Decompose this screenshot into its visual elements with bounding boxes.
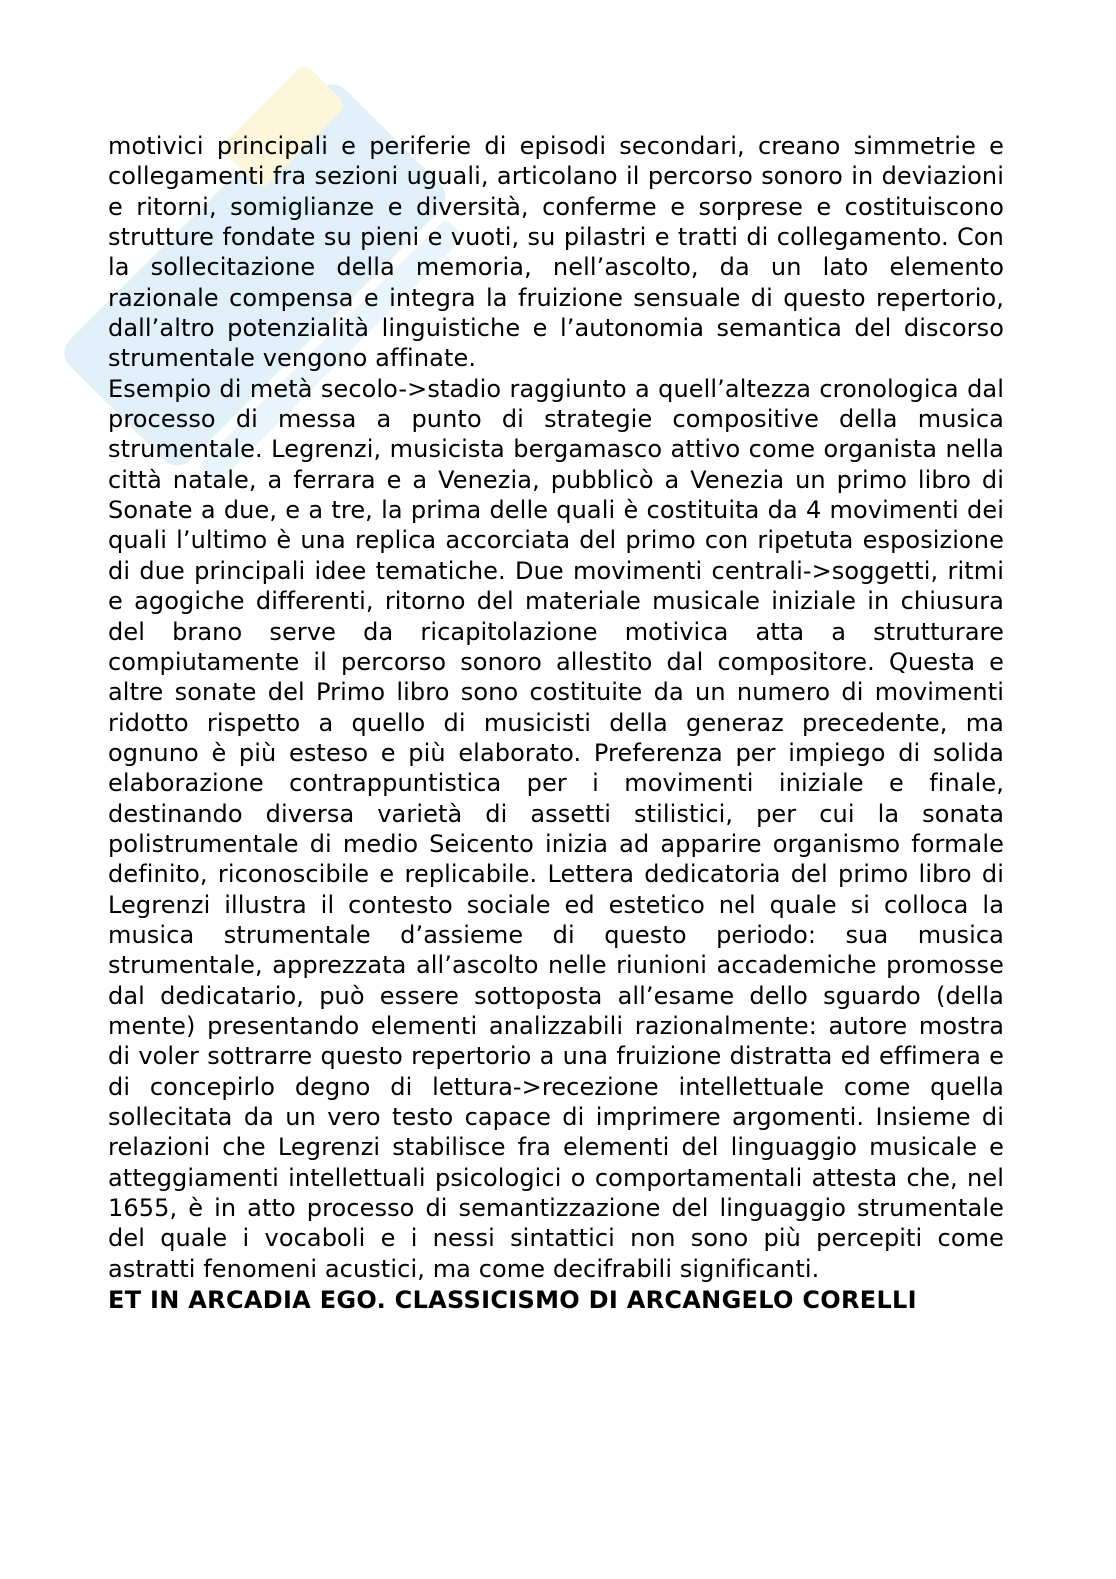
document-page xyxy=(108,131,1004,1316)
paragraph-legrenzi: Esempio di metà secolo->stadio raggiunto a quell’altezza cronologica dal processo di messa a punto di strategie compositive della musica strumentale. Legrenzi, musicista bergamasco attivo come organista nella città natale, a ferrara e a Venezia, pubblicò a Venezia un primo libro di Sonate a due, e a tre, la prima delle quali è costituita da 4 movimenti dei quali l’ultimo è una replica accorciata del primo con ripetuta esposizione di due principali idee tematiche. Due movimenti centrali->soggetti, ritmi e agogiche differenti, ritorno del materiale musicale iniziale in chiusura del brano serve da ricapitolazione motivica atta a strutturare compiutamente il percorso sonoro allestito dal compositore. Questa e altre sonate del Primo libro sono costituite da un numero di movimenti ridotto rispetto a quello di musicisti della generaz precedente, ma ognuno è più esteso e più elaborato. Preferenza per impiego di solida elaborazione contrappuntistica per i movimenti iniziale e finale, destinando diversa varietà di assetti stilistici, per cui la sonata polistrumentale di medio Seicento inizia ad apparire organismo formale definito, riconoscibile e replicabile. Lettera dedicatoria del primo libro di Legrenzi illustra il contesto sociale ed estetico nel quale si colloca la musica strumentale d’assieme di questo periodo: sua musica strumentale, apprezzata all’ascolto nelle riunioni accademiche promosse dal dedicatario, può essere sottoposta all’esame dello sguardo (della mente) presentando elementi analizzabili razionalmente: autore mostra di voler sottrarre questo repertorio a una fruizione distratta ed effimera e di concepirlo degno di lettura->recezione intellettuale come quella sollecitata da un vero testo capace di imprimere argomenti. Insieme di relazioni che Legrenzi stabilisce fra elementi del linguaggio musicale e atteggiamenti intellettuali psicologici o comportamentali attesta che, nel 1655, è in atto processo di semantizzazione del linguaggio strumentale del quale i vocaboli e i nessi sintattici non sono più percepiti come astratti fenomeni acustici, ma come decifrabili significanti. xyxy=(108,374,1004,1283)
paragraph-memory: motivici principali e periferie di episodi secondari, creano simmetrie e collegamenti fra sezioni uguali, articolano il percorso sonoro in deviazioni e ritorni, somiglianze e diversità, conferme e sorprese e costituiscono strutture fondate su pieni e vuoti, su pilastri e tratti di collegamento. Con la sollecitazione della memoria, nell’ascolto, da un lato elemento razionale compensa e integra la fruizione sensuale di questo repertorio, dall’altro potenzialità linguistiche e l’autonomia semantica del discorso strumentale vengono affinate. xyxy=(108,132,1004,373)
section-heading: ET IN ARCADIA EGO. CLASSICISMO DI ARCANGELO CORELLI xyxy=(108,1286,917,1315)
